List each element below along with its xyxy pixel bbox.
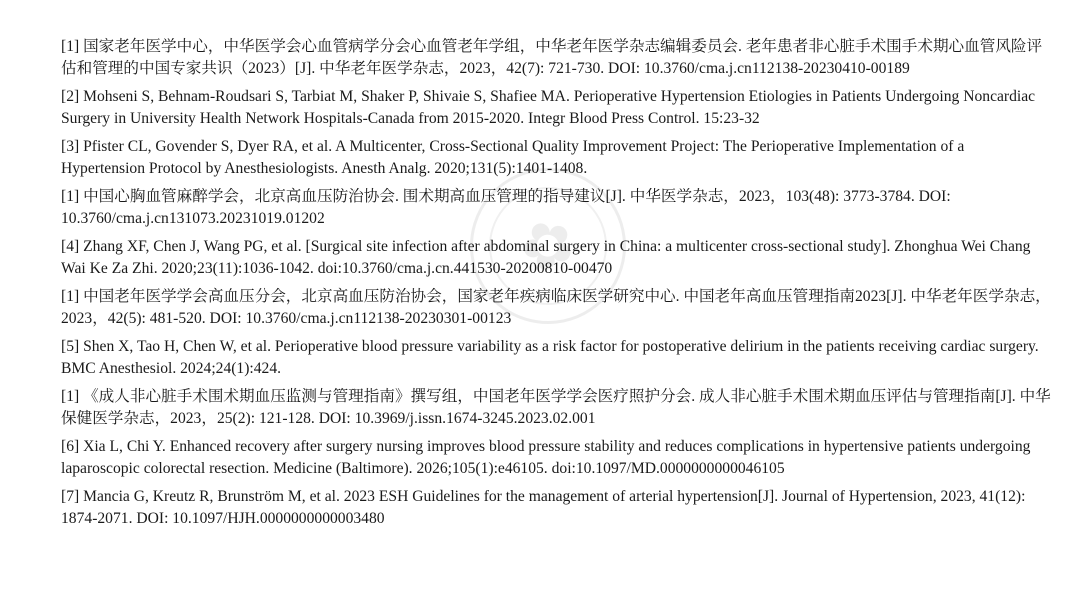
reference-item: [5] Shen X, Tao H, Chen W, et al. Perioperative blood pressure variability as a risk factor for postoperative delirium in the patients receiving cardiac surgery. BMC Anesthesiol. 2024;24(1):424. (61, 338, 1039, 377)
reference-item: [1] 《成人非心脏手术围术期血压监测与管理指南》撰写组，中国老年医学学会医疗照护分会. 成人非心脏手术围术期血压评估与管理指南[J]. 中华保健医学杂志，2023，25(2): 121-128. DOI: 10.3969/j.issn.1674-3245.2023.02.001 (61, 388, 1051, 427)
reference-list (61, 36, 1051, 536)
reference-item: [1] 国家老年医学中心，中华医学会心血管病学分会心血管老年学组，中华老年医学杂志编辑委员会. 老年患者非心脏手术围手术期心血管风险评估和管理的中国专家共识（2023）[J]. 中华老年医学杂志，2023，42(7): 721-730. DOI: 10.3760/cma.j.cn112138-20230410-00189 (61, 38, 1043, 77)
reference-item: [1] 中国心胸血管麻醉学会，北京高血压防治协会. 围术期高血压管理的指导建议[J]. 中华医学杂志，2023，103(48): 3773-3784. DOI: 10.3760/cma.j.cn131073.20231019.01202 (61, 188, 951, 227)
reference-item: [3] Pfister CL, Govender S, Dyer RA, et al. A Multicenter, Cross-Sectional Quality Improvement Project: The Perioperative Implementation of a Hypertension Protocol by Anesthesiologists. Anesth Analg. 2020;131(5):1401-1408. (61, 138, 965, 177)
reference-item: [1] 中国老年医学学会高血压分会，北京高血压防治协会，国家老年疾病临床医学研究中心. 中国老年高血压管理指南2023[J]. 中华老年医学杂志，2023，42(5): 481-520. DOI: 10.3760/cma.j.cn112138-20230301-00123 (61, 288, 1051, 327)
reference-item: [4] Zhang XF, Chen J, Wang PG, et al. [Surgical site infection after abdominal surgery in China: a multicenter cross-sectional study]. Zhonghua Wei Chang Wai Ke Za Zhi. 2020;23(11):1036-1042. doi:10.3760/cma.j.cn.441530-20200810-00470 (61, 238, 1031, 277)
seal-icon: ✿ (506, 200, 590, 292)
reference-item: [2] Mohseni S, Behnam-Roudsari S, Tarbiat M, Shaker P, Shivaie S, Shafiee MA. Perioperative Hypertension Etiologies in Patients Undergoing Noncardiac Surgery in University Health Network Hospitals-Canada from 2015-2020. Integr Blood Press Control. 15:23-32 (61, 88, 1036, 127)
reference-item: [6] Xia L, Chi Y. Enhanced recovery after surgery nursing improves blood pressure stability and reduces complications in hypertensive patients undergoing laparoscopic colorectal resection. Medicine (Baltimore). 2026;105(1):e46105. doi:10.1097/MD.0000000000046105 (61, 438, 1031, 477)
reference-item: [7] Mancia G, Kreutz R, Brunström M, et al. 2023 ESH Guidelines for the management of arterial hypertension[J]. Journal of Hypertension, 2023, 41(12): 1874-2071. DOI: 10.1097/HJH.0000000000003480 (61, 488, 1026, 527)
